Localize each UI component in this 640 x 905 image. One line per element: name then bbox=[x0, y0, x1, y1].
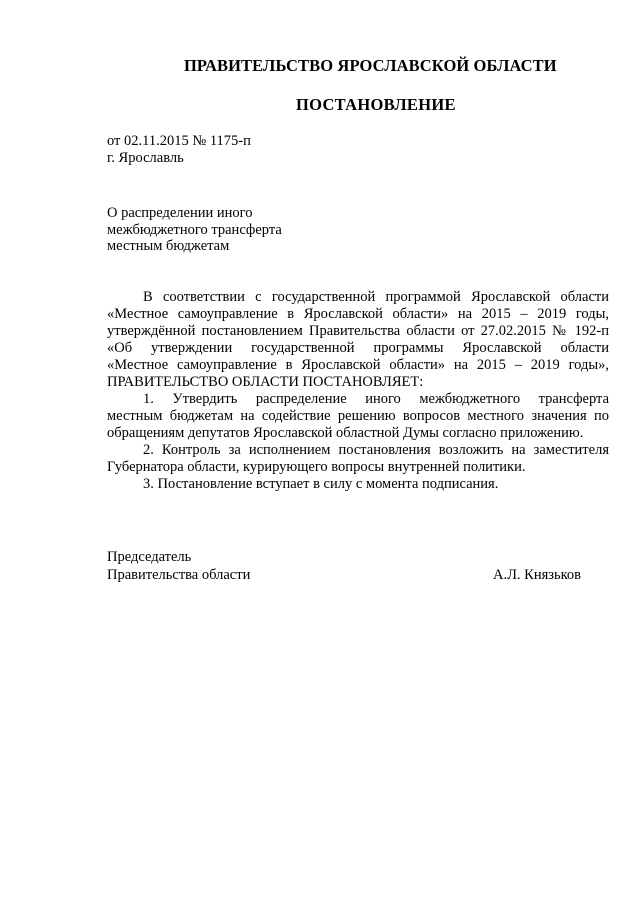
body-line: «Местное самоуправление в Ярославской области» на 2015 – 2019 годы, bbox=[107, 306, 609, 322]
body-line: утверждённой постановлением Правительства области от 27.02.2015 № 192-п bbox=[107, 323, 609, 339]
signatory-name: А.Л. Князьков bbox=[493, 567, 582, 583]
body-line: Губернатора области, курирующего вопросы внутренней политики. bbox=[107, 459, 526, 475]
government-heading: ПРАВИТЕЛЬСТВО ЯРОСЛАВСКОЙ ОБЛАСТИ bbox=[184, 56, 557, 75]
subject-line: О распределении иного bbox=[107, 205, 253, 221]
body-line: «Об утверждении государственной программы Ярославской области bbox=[107, 340, 609, 356]
body-line: В соответствии с государственной программой Ярославской области bbox=[143, 289, 609, 305]
city: г. Ярославль bbox=[107, 150, 184, 166]
date-number: от 02.11.2015 № 1175-п bbox=[107, 133, 251, 149]
signatory-title: Председатель bbox=[107, 549, 192, 565]
signatory-title: Правительства области bbox=[107, 567, 251, 583]
subject-line: межбюджетного трансферта bbox=[107, 222, 282, 238]
body-line: местным бюджетам на содействие решению вопросов местного значения по bbox=[107, 408, 609, 424]
clause-3: 3. Постановление вступает в силу с момента подписания. bbox=[143, 476, 499, 492]
subject-line: местным бюджетам bbox=[107, 238, 230, 254]
document-body bbox=[107, 289, 609, 493]
body-line: «Местное самоуправление в Ярославской области» на 2015 – 2019 годы», bbox=[107, 357, 609, 373]
resolution-line: ПРАВИТЕЛЬСТВО ОБЛАСТИ ПОСТАНОВЛЯЕТ: bbox=[107, 374, 424, 390]
document-type-heading: ПОСТАНОВЛЕНИЕ bbox=[296, 95, 456, 114]
clause-1: 1. Утвердить распределение иного межбюджетного трансферта bbox=[143, 391, 609, 407]
clause-2: 2. Контроль за исполнением постановления возложить на заместителя bbox=[143, 442, 609, 458]
body-line: обращениям депутатов Ярославской областной Думы согласно приложению. bbox=[107, 425, 584, 441]
